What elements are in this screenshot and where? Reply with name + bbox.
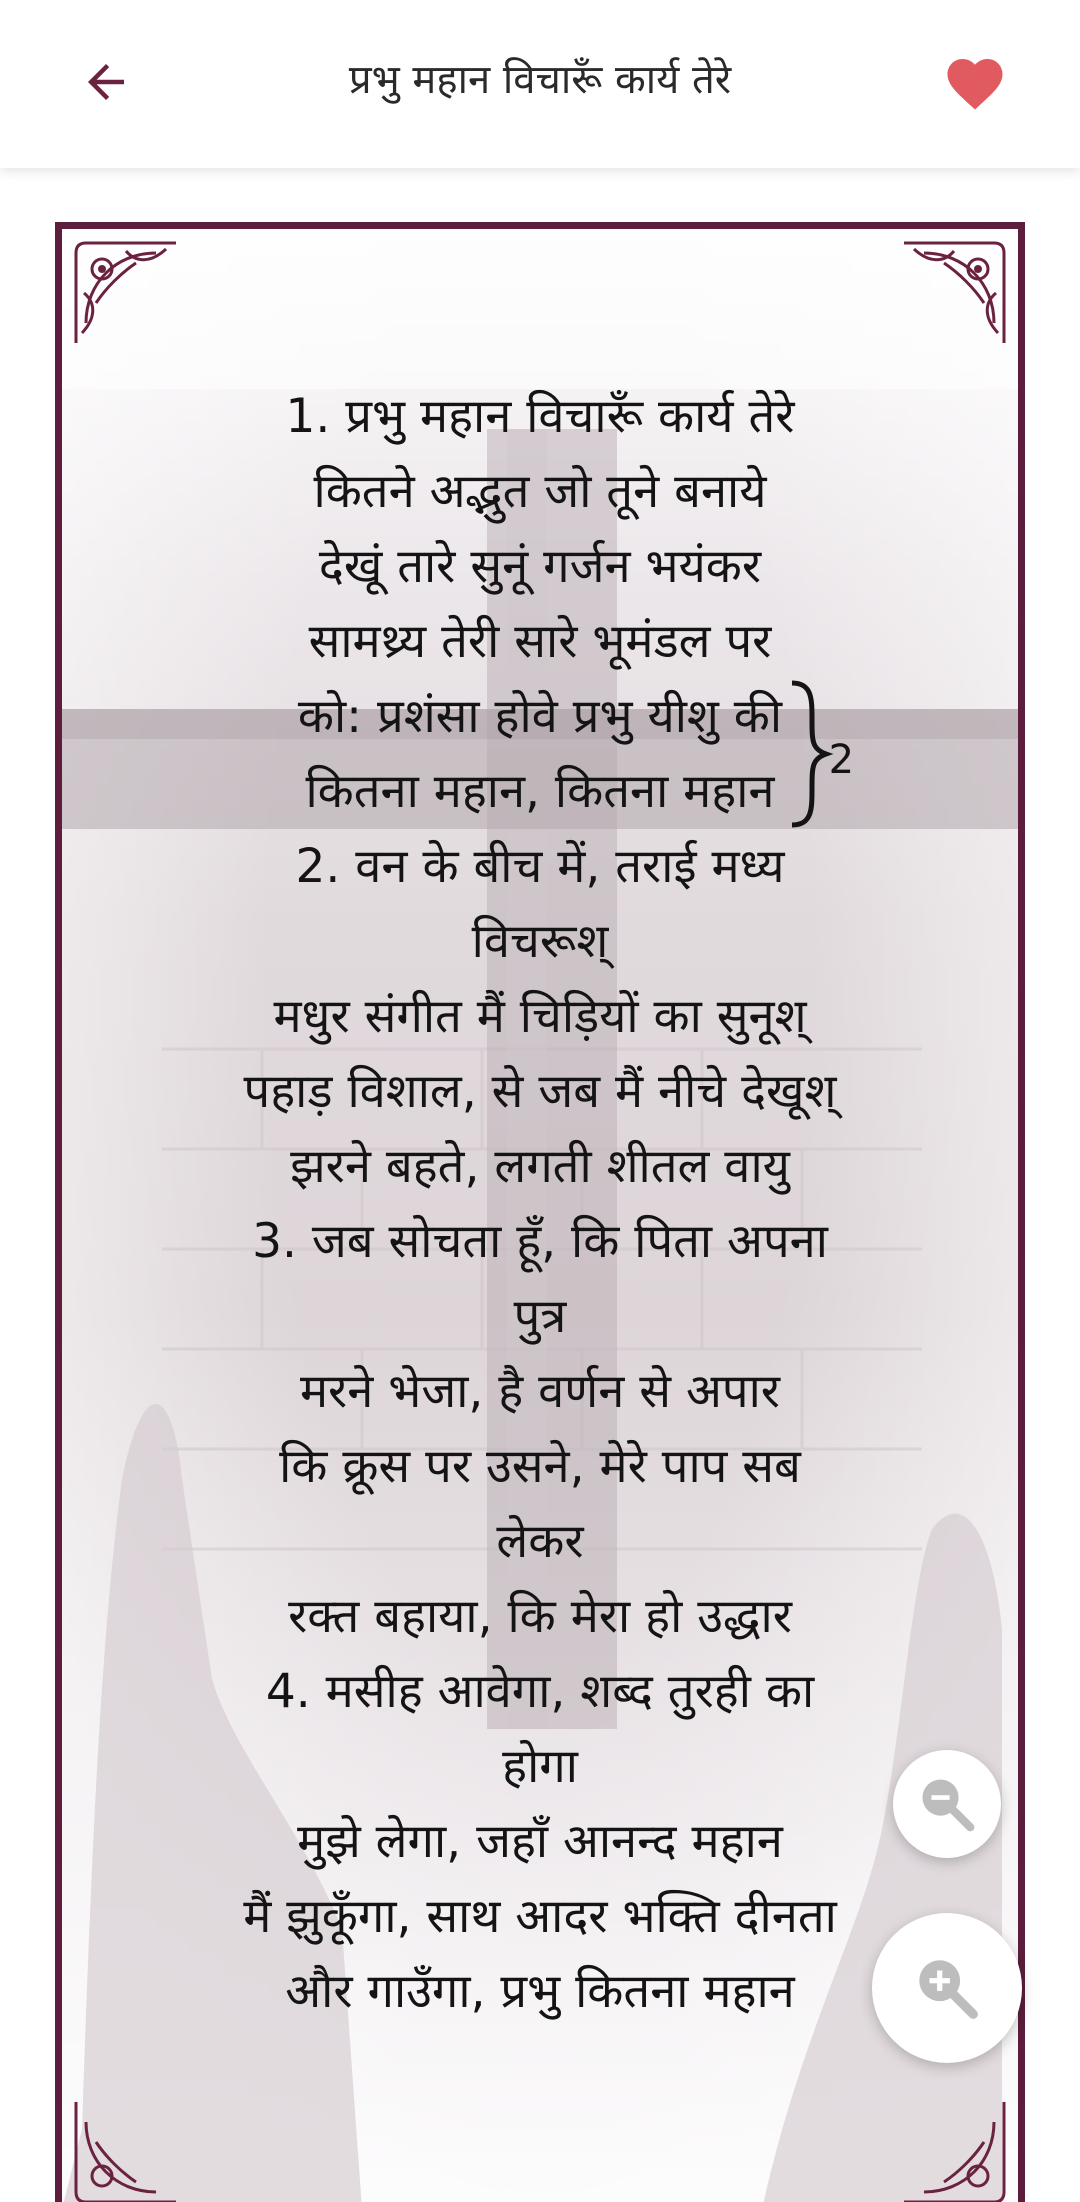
arrow-back-icon [79,55,133,109]
repeat-count: 2 [828,737,855,783]
lyric-line: मरने भेजा, है वर्णन से अपार [299,1364,781,1419]
lyric-line: मधुर संगीत मैं चिड़ियों का सुनूश् [273,989,807,1044]
lyrics-text [62,379,1018,2029]
zoom-out-icon [916,1773,978,1835]
lyric-line: कि क्रूस पर उसने, मेरे पाप सब [279,1439,801,1494]
lyric-line: मुझे लेगा, जहाँ आनन्द महान [297,1814,783,1869]
zoom-out-button[interactable] [893,1750,1001,1858]
page-title: प्रभु महान विचारूँ कार्य तेरे [348,57,732,103]
lyric-line: झरने बहते, लगती शीतल वायु [290,1139,790,1194]
corner-ornament-icon [894,233,1014,353]
lyric-line: 4. मसीह आवेगा, शब्द तुरही का [265,1664,815,1719]
lyric-line: पुत्र [513,1289,567,1344]
lyric-line: विचरूश् [471,914,609,969]
favorite-button[interactable] [936,42,1014,120]
lyric-line: सामथ्र्य तेरी सारे भूमंडल पर [308,614,772,669]
app-bar [0,0,1080,168]
lyric-line: और गाउँगा, प्रभु कितना महान [285,1964,795,2019]
corner-ornament-icon [66,233,186,353]
lyric-line: 1. प्रभु महान विचारूँ कार्य तेरे [285,389,795,444]
lyric-line: मैं झुकूँगा, साथ आदर भक्ति दीनता [243,1889,837,1944]
lyric-line: 2. वन के बीच में, तराई मध्य [295,839,785,894]
lyric-line: देखूं तारे सुनूं गर्जन भयंकर [318,539,762,594]
back-button[interactable] [60,36,152,128]
lyric-line: रक्त बहाया, कि मेरा हो उद्धार [288,1589,792,1644]
zoom-in-icon [912,1953,982,2023]
zoom-in-button[interactable] [872,1913,1022,2063]
lyrics-card[interactable] [55,222,1025,2202]
chorus-line: कितना महान, कितना महान [305,764,775,819]
lyric-line: पहाड़ विशाल, से जब मैं नीचे देखूश् [243,1064,837,1119]
lyric-line: कितने अद्भुत जो तूने बनाये [313,464,767,519]
chorus-block [297,679,855,829]
corner-ornament-icon [66,2092,186,2202]
chorus-line: को: प्रशंसा होवे प्रभु यीशु की [297,689,783,744]
corner-ornament-icon [894,2092,1014,2202]
lyric-line: होगा [502,1739,578,1794]
heart-icon [942,50,1008,112]
lyric-line: लेकर [496,1514,584,1569]
lyric-line: 3. जब सोचता हूँ, कि पिता अपना [252,1214,828,1269]
